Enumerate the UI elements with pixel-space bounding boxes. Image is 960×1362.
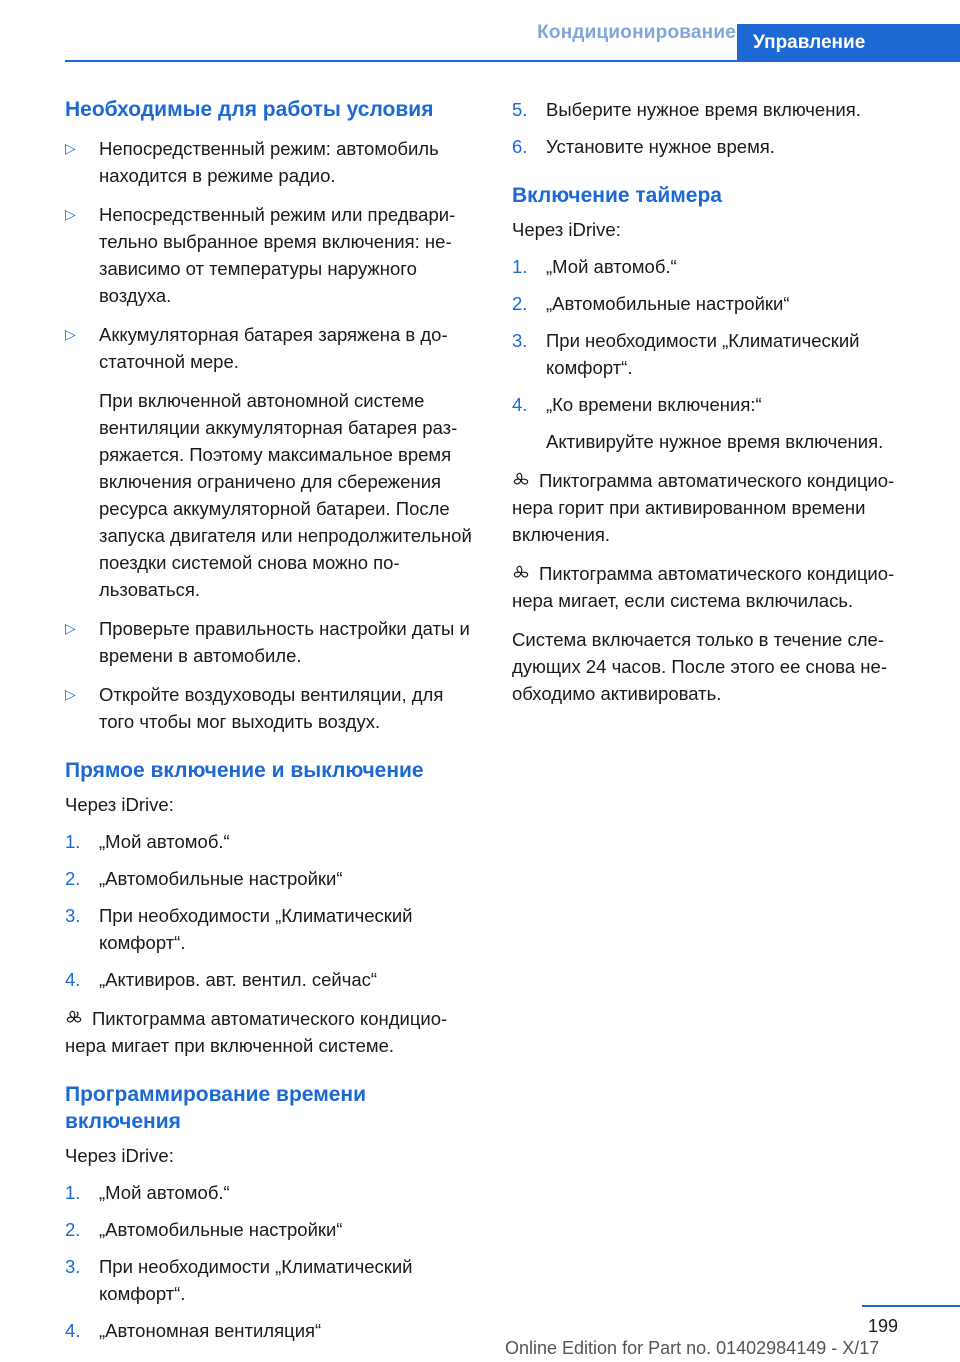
header-divider: [65, 60, 960, 62]
triangle-right-icon: ▷: [65, 686, 76, 702]
step-number: 4.: [512, 394, 528, 415]
step-number: 2.: [65, 1219, 81, 1240]
heading-conditions: Необходимые для работы условия: [65, 98, 434, 121]
list-item: [65, 681, 479, 735]
step-text: „Активиров. авт. вентил. сейчас“: [99, 969, 378, 990]
conditions-list: [65, 135, 479, 735]
footer-divider: [862, 1305, 960, 1307]
header-section-title: Кондиционирование: [537, 22, 736, 43]
triangle-right-icon: ▷: [65, 326, 76, 342]
step-text: „Автомобильные настройки“: [99, 1219, 343, 1240]
list-item-text: Аккумуляторная батарея заряжена в достаточной мере.: [99, 324, 448, 372]
step-item: [512, 290, 922, 317]
step-text: „Мой автомоб.“: [99, 1182, 230, 1203]
triangle-right-icon: ▷: [65, 620, 76, 636]
step-sub-text: Активируйте нужное время включения.: [546, 431, 884, 452]
step-number: 1.: [65, 1182, 81, 1203]
fan-icon: [512, 564, 530, 582]
header-chapter-tab: Управление: [737, 24, 960, 61]
note-fan-lit: [512, 467, 922, 548]
step-number: 3.: [65, 905, 81, 926]
step-number: 2.: [65, 868, 81, 889]
continued-steps: [512, 96, 922, 160]
direct-steps: [65, 828, 479, 993]
step-item: [512, 327, 922, 381]
step-text: При необходимости „Климатический комфорт“.: [99, 1256, 413, 1304]
timer-steps: [512, 253, 922, 455]
step-item: [512, 253, 922, 280]
step-number: 6.: [512, 136, 528, 157]
step-text: „Автомобильные настройки“: [546, 293, 790, 314]
fan-icon: [65, 1009, 83, 1027]
edition-watermark: Online Edition for Part no. 01402984149 - X/17: [505, 1338, 880, 1358]
note-text: Пиктограмма автоматического кондиционера горит при активированном времени включения.: [512, 470, 895, 545]
note-fan-blinking: [512, 560, 922, 614]
step-text: Выберите нужное время включения.: [546, 99, 861, 120]
step-text: Установите нужное время.: [546, 136, 775, 157]
step-item: [65, 1216, 479, 1243]
page-number: 199: [867, 1316, 898, 1336]
step-number: 5.: [512, 99, 528, 120]
note-text: Пиктограмма автоматического кондиционера мигает при включенной системе.: [65, 1008, 448, 1056]
list-item-text: Непосредственный режим или предварительно выбранное время включения: независимо от температуры наружного воздуха.: [99, 204, 456, 306]
step-text: „Мой автомоб.“: [546, 256, 677, 277]
step-text: „Мой автомоб.“: [99, 831, 230, 852]
timer-info-paragraph: Система включается только в течение следующих 24 часов. После этого ее снова необходимо активировать.: [512, 629, 887, 704]
list-item: [65, 201, 479, 309]
lead-text: Через iDrive:: [65, 794, 174, 815]
list-item-text: Проверьте правильность настройки даты и времени в автомобиле.: [99, 618, 470, 666]
step-number: 1.: [65, 831, 81, 852]
step-text: „Ко времени включения:“: [546, 394, 762, 415]
step-item: [65, 902, 479, 956]
step-number: 1.: [512, 256, 528, 277]
left-column: [65, 96, 479, 1344]
step-item: [65, 966, 479, 993]
note-fan-blinking: [65, 1005, 479, 1059]
step-number: 4.: [65, 1320, 81, 1341]
step-number: 2.: [512, 293, 528, 314]
step-number: 3.: [512, 330, 528, 351]
note-text: Пиктограмма автоматического кондиционера мигает, если система включилась.: [512, 563, 895, 611]
list-item: [65, 135, 479, 189]
step-item: [65, 1317, 479, 1344]
list-item-text: Откройте воздуховоды вентиляции, для того чтобы мог выходить воздух.: [99, 684, 444, 732]
battery-note: При включенной автономной системе вентиляции аккумуляторная батарея разряжается. Поэтому максимальное время включения ограничено для сбережения ресурса аккумуляторной батареи. После запуска двигателя или непродолжительной поездки системой снова можно пользоваться.: [99, 390, 472, 600]
step-number: 4.: [65, 969, 81, 990]
step-number: 3.: [65, 1256, 81, 1277]
step-item: [512, 391, 922, 455]
step-item: [65, 1179, 479, 1206]
step-text: „Автономная вентиляция“: [99, 1320, 322, 1341]
heading-timer: Включение таймера: [512, 184, 722, 207]
right-column: [512, 96, 922, 707]
programming-steps: [65, 1179, 479, 1344]
page-header: [0, 0, 960, 62]
heading-direct-switch: Прямое включение и выключение: [65, 759, 424, 782]
list-item: [65, 615, 479, 669]
triangle-right-icon: ▷: [65, 140, 76, 156]
step-item: [512, 133, 922, 160]
heading-programming: Программирование времени включения: [65, 1083, 367, 1133]
step-item: [512, 96, 922, 123]
list-item: [65, 321, 479, 603]
step-text: При необходимости „Климатический комфорт“.: [99, 905, 413, 953]
lead-text: Через iDrive:: [512, 219, 621, 240]
step-item: [65, 828, 479, 855]
triangle-right-icon: ▷: [65, 206, 76, 222]
step-item: [65, 865, 479, 892]
lead-text: Через iDrive:: [65, 1145, 174, 1166]
step-item: [65, 1253, 479, 1307]
list-item-text: Непосредственный режим: автомобиль находится в режиме радио.: [99, 138, 439, 186]
step-text: При необходимости „Климатический комфорт“.: [546, 330, 860, 378]
fan-icon: [512, 471, 530, 489]
step-text: „Автомобильные настройки“: [99, 868, 343, 889]
